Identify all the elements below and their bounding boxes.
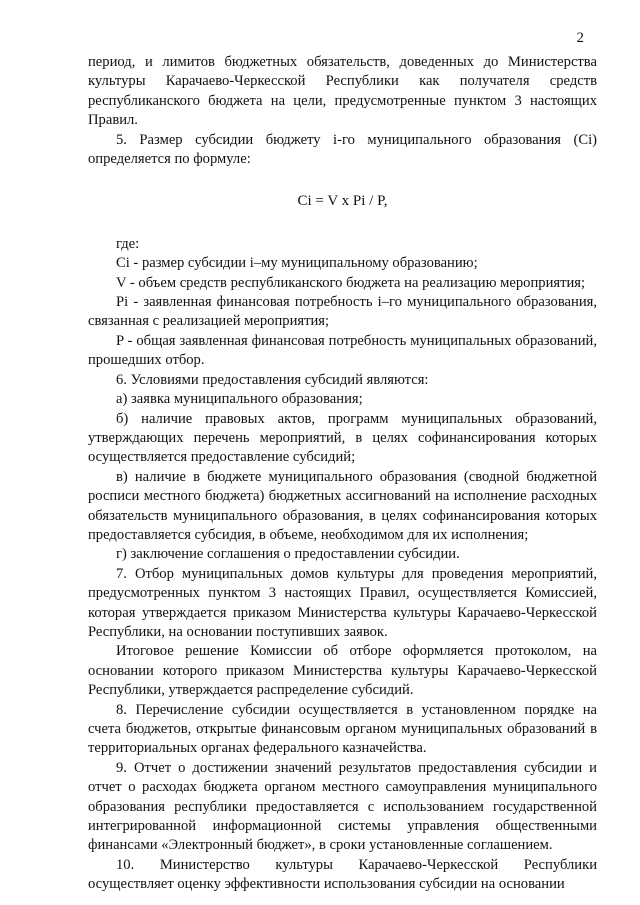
list-item: г) заключение соглашения о предоставлении субсидии. bbox=[116, 546, 460, 563]
list-item: а) заявка муниципального образования; bbox=[116, 391, 363, 408]
paragraph: V - объем средств республиканского бюджета на реализацию мероприятия; bbox=[116, 274, 586, 291]
list-item: б) наличие правовых актов, программ муниципальных образований, утверждающих перечень мероприятий, в целях софинансирования которых осуществляется предоставление субсидий; bbox=[88, 410, 597, 466]
paragraph: Ci - размер субсидии i–му муниципальному образованию; bbox=[116, 255, 478, 272]
paragraph: 9. Отчет о достижении значений результатов предоставления субсидии и отчет о расходах бюджета органом местного самоуправления муниципального образования республики предоставляется с использованием государственной интегрированной информационной системы управления общественными финансами «Электронный бюджет», в сроки установленные соглашением. bbox=[88, 759, 597, 854]
paragraph: где: bbox=[116, 235, 140, 252]
paragraph: 7. Отбор муниципальных домов культуры для проведения мероприятий, предусмотренных пунктом 3 настоящих Правил, осуществляется Комиссией, которая утверждается приказом Министерства культуры Карачаево-Черкесской Республики, на основании поступивших заявок. bbox=[88, 565, 597, 640]
paragraph: Pi - заявленная финансовая потребность i–го муниципального образования, связанная с реализацией мероприятия; bbox=[88, 294, 597, 330]
paragraph: Итоговое решение Комиссии об отборе оформляется протоколом, на основании которого приказом Министерства культуры Карачаево-Черкесской Республики, утверждается распределение субсидий. bbox=[88, 643, 597, 699]
paragraph: 10. Министерство культуры Карачаево-Черкесской Республики осуществляет оценку эффективности использования субсидии на основании bbox=[88, 856, 597, 893]
paragraph: 8. Перечисление субсидии осуществляется в установленном порядке на счета бюджетов, открытые финансовым органом муниципальных образований в территориальных органах федерального казначейства. bbox=[88, 701, 597, 757]
page-number: 2 bbox=[576, 30, 584, 46]
paragraph: P - общая заявленная финансовая потребность муниципальных образований, прошедших отбор. bbox=[88, 332, 597, 369]
paragraph: 6. Условиями предоставления субсидий являются: bbox=[116, 371, 429, 388]
formula: Ci = V х Pi / P, bbox=[297, 193, 388, 210]
list-item: в) наличие в бюджете муниципального образования (сводной бюджетной росписи местного бюджета) бюджетных ассигнований на исполнение расходных обязательств муниципального образования, в целях софинансирования которых предоставляется субсидия, в объеме, необходимом для их исполнения; bbox=[88, 468, 597, 543]
paragraph: период, и лимитов бюджетных обязательств, доведенных до Министерства культуры Карачаево-Черкесской Республики как получателя средств республиканского бюджета на цели, предусмотренные пунктом 3 настоящих Правил. bbox=[88, 54, 597, 129]
paragraph: 5. Размер субсидии бюджету i-го муниципального образования (Ci) определяется по формуле: bbox=[88, 131, 597, 168]
document-body bbox=[88, 53, 597, 895]
